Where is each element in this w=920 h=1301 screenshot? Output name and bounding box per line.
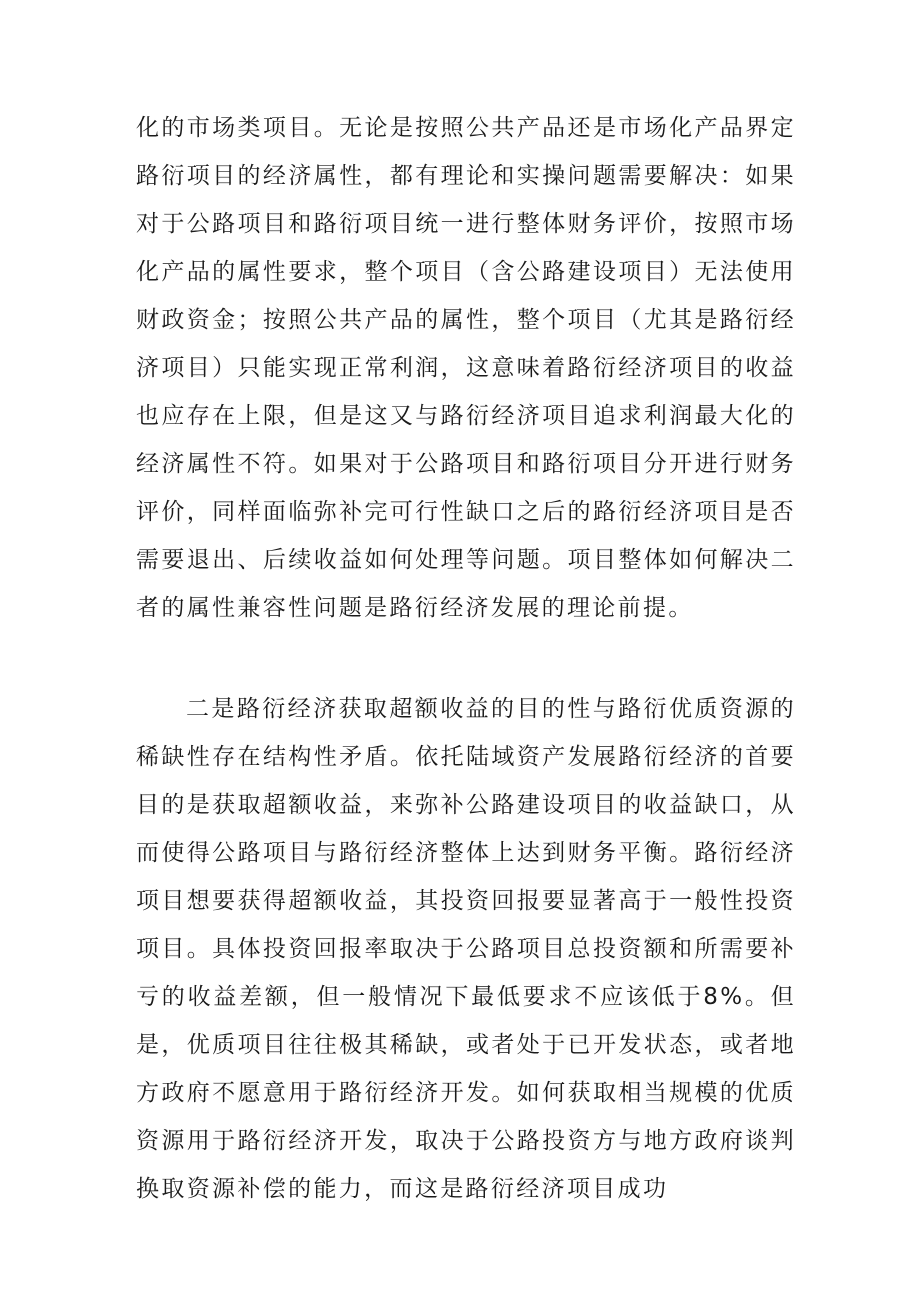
paragraph-continuation: 化的市场类项目。无论是按照公共产品还是市场化产品界定路衍项目的经济属性，都有理论和实操问题需要解决：如果对于公路项目和路衍项目统一进行整体财务评价，按照市场化产品的属性要求，整个项目（含公路建设项目）无法使用财政资金；按照公共产品的属性，整个项目（尤其是路衍经济项目）只能实现正常利润，这意味着路衍经济项目的收益也应存在上限，但是这又与路衍经济项目追求利润最大化的经济属性不符。如果对于公路项目和路衍项目分开进行财务评价，同样面临弥补完可行性缺口之后的路衍经济项目是否需要退出、后续收益如何处理等问题。项目整体如何解决二者的属性兼容性问题是路衍经济发展的理论前提。 — [136, 115, 796, 621]
paragraph-second-contradiction: 二是路衍经济获取超额收益的目的性与路衍优质资源的稀缺性存在结构性矛盾。依托陆域资产发展路衍经济的首要目的是获取超额收益，来弥补公路建设项目的收益缺口，从而使得公路项目与路衍经济整体上达到财务平衡。路衍经济项目想要获得超额收益，其投资回报要显著高于一般性投资项目。具体投资回报率取决于公路项目总投资额和所需要补亏的收益差额，但一般情况下最低要求不应该低于8%。但是，优质项目往往极其稀缺，或者处于已开发状态，或者地方政府不愿意用于路衍经济开发。如何获取相当规模的优质资源用于路衍经济开发，取决于公路投资方与地方政府谈判换取资源补偿的能力，而这是路衍经济项目成功 — [136, 696, 796, 1202]
